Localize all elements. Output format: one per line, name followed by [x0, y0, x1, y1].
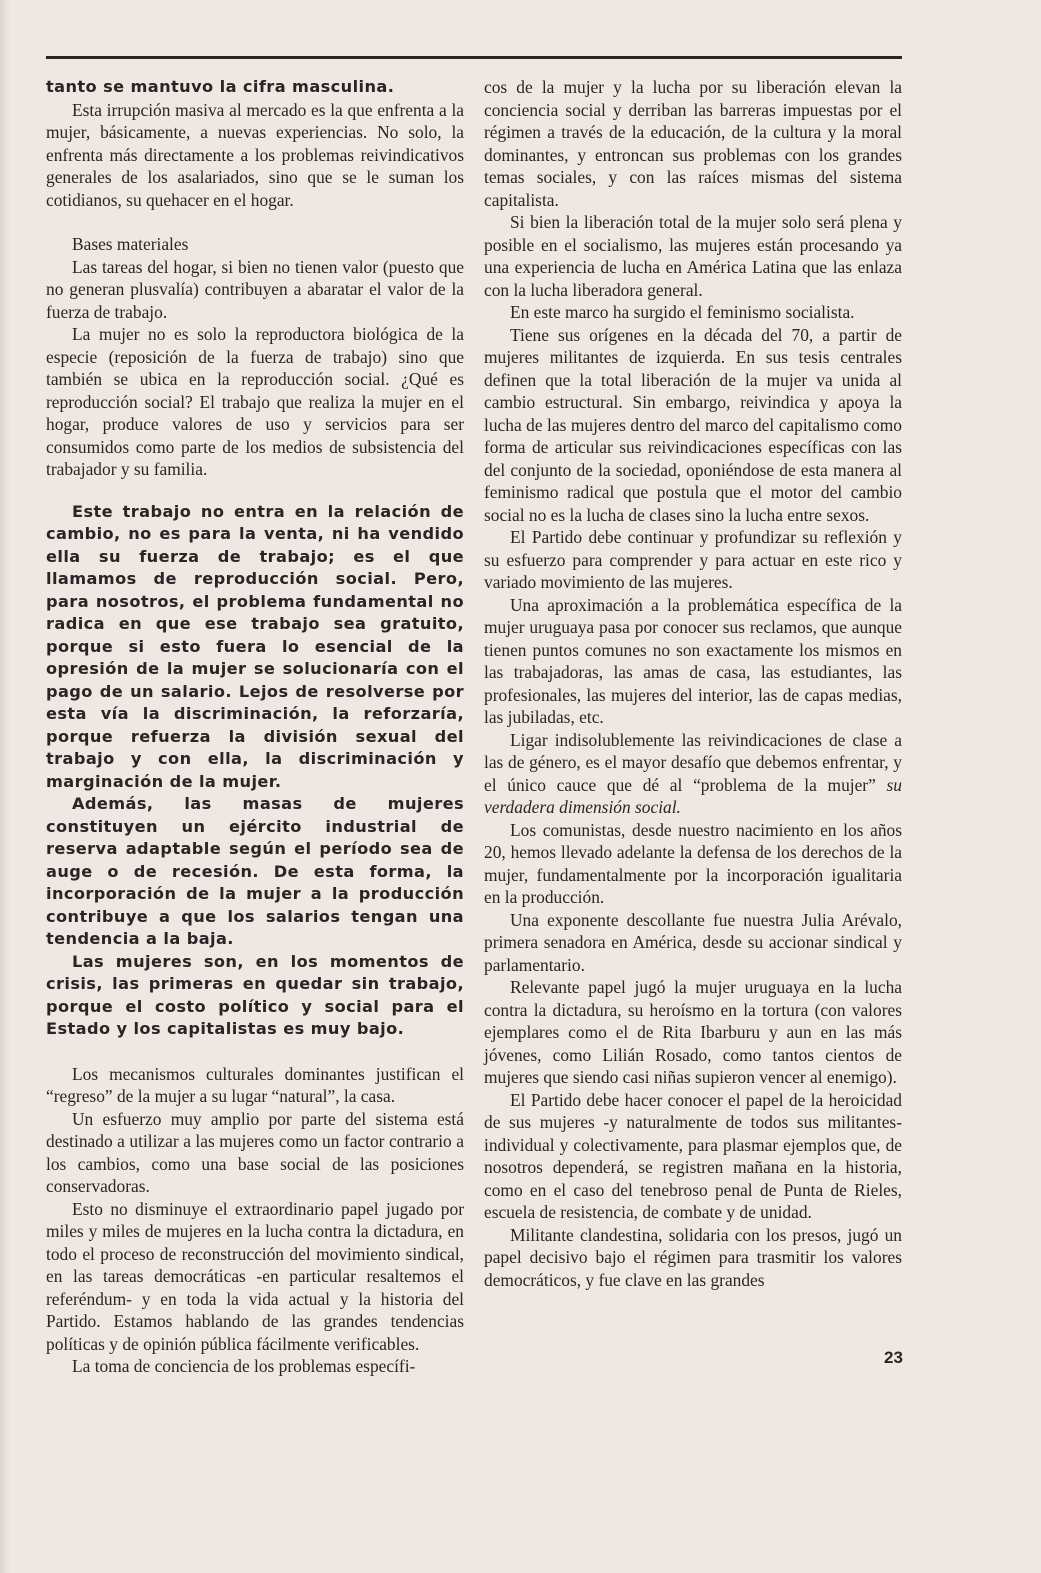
paragraph: Una exponente descollante fue nuestra Julia Arévalo, primera senadora en América, desde su accionar sindical y parlamentario.	[484, 909, 902, 975]
paragraph: Esta irrupción masiva al mercado es la que enfrenta a la mujer, básicamente, a nuevas experiencias. No solo, la enfrenta más directamente a los problemas reivindicativos generales de los asalariados, sino que se le suman los cotidianos, su quehacer en el hogar.	[46, 99, 464, 210]
paragraph: En este marco ha surgido el feminismo socialista.	[510, 302, 855, 322]
highlighted-paragraph: Además, las masas de mujeres constituyen un ejército industrial de reserva adaptable según el período sea de auge o de recesión. De esta forma, la incorporación de la mujer a la producción contribuye a que los salarios tengan una tendencia a la baja.	[46, 794, 464, 948]
section-heading: Bases materiales	[72, 234, 189, 254]
right-column	[484, 76, 902, 1291]
page-binding-edge	[0, 0, 10, 1573]
paragraph: cos de la mujer y la lucha por su liberación elevan la conciencia social y derriban las barreras impuestas por el régimen a través de la educación, de la cultura y la moral dominantes, y entroncan sus problemas con los grandes temas sociales, y con las raíces mismas del sistema capitalista.	[484, 77, 902, 210]
paragraph: El Partido debe hacer conocer el papel de la heroicidad de sus mujeres -y naturalmente de todos sus militantes- individual y colectivamente, para plasmar ejemplos que, de nosotros dependerá, se registren mañana en la historia, como en el caso del tenebroso penal de Punta de Rieles, escuela de resistencia, de combate y de unidad.	[484, 1089, 902, 1222]
paragraph: tanto se mantuvo la cifra masculina.	[46, 77, 395, 96]
paragraph: Relevante papel jugó la mujer uruguaya en la lucha contra la dictadura, su heroísmo en la tortura (con valores ejemplares como el de Rita Ibarburu y aun en las más jóvenes, como Lilián Rosado, como tantos cientos de mujeres que siendo casi niñas supieron vencer al enemigo).	[484, 977, 902, 1087]
page-number: 23	[884, 1348, 903, 1367]
paragraph: La toma de conciencia de los problemas específi-	[72, 1356, 416, 1376]
paragraph: Los mecanismos culturales dominantes justifican el “regreso” de la mujer a su lugar “natural”, la casa.	[46, 1063, 464, 1106]
paragraph: El Partido debe continuar y profundizar su reflexión y su esfuerzo para comprender y para actuar en este rico y variado movimiento de las mujeres.	[484, 527, 902, 592]
paragraph: Si bien la liberación total de la mujer solo será plena y posible en el socialismo, las mujeres están procesando ya una experiencia de lucha en América Latina que las enlaza con la lucha liberadora general.	[484, 212, 902, 300]
paragraph	[484, 729, 902, 819]
paragraph: Las tareas del hogar, si bien no tienen valor (puesto que no generan plusvalía) contribuyen a abaratar el valor de la fuerza de trabajo.	[46, 256, 464, 322]
paragraph: La mujer no es solo la reproductora biológica de la especie (reposición de la fuerza de trabajo) sino que también se ubica en la reproducción social. ¿Qué es reproducción social? El trabajo que realiza la mujer en el hogar, produce valores de uso y servicios para ser consumidos como parte de los medios de subsistencia del trabajador y su familia.	[46, 324, 464, 479]
italic-phrase: su verdadera dimensión social.	[484, 774, 902, 817]
highlighted-paragraph: Este trabajo no entra en la relación de cambio, no es para la venta, ni ha vendido ella su fuerza de trabajo; es el que llamamos de reproducción social. Pero, para nosotros, el problema fundamental no radica en que ese trabajo sea gratuito, porque si esto fuera lo esencial de la opresión de la mujer se solucionaría con el pago de un salario. Lejos de resolverse por esta vía la discriminación, la reforzaría, porque refuerza la división sexual del trabajo y con ella, la discriminación y marginación de la mujer.	[46, 501, 464, 791]
highlighted-paragraph: Las mujeres son, en los momentos de crisis, las primeras en quedar sin trabajo, porque el costo político y social para el Estado y los capitalistas es muy bajo.	[46, 951, 464, 1038]
paragraph: Esto no disminuye el extraordinario papel jugado por miles y miles de mujeres en la lucha contra la dictadura, en todo el proceso de reconstrucción del movimiento sindical, en las tareas democráticas -en particular resaltemos el referéndum- y en toda la vida actual y la historia del Partido. Estamos hablando de las grandes tendencias políticas y de opinión pública fácilmente verificables.	[46, 1198, 464, 1354]
paragraph: Tiene sus orígenes en la década del 70, a partir de mujeres militantes de izquierda. En sus tesis centrales definen que la total liberación de la mujer va unida al cambio estructural. Sin embargo, reivindica y apoya la lucha de las mujeres dentro del marco del capitalismo como forma de articular sus reivindicaciones específicas con las del conjunto de la sociedad, oponiéndose de esta manera al feminismo radical que postula que el motor del cambio social no es la lucha de clases sino la lucha entre sexos.	[484, 324, 902, 525]
paragraph: Una aproximación a la problemática específica de la mujer uruguaya pasa por conocer sus reclamos, que aunque tienen puntos comunes no son exactamente los mismos en las trabajadoras, las amas de casa, las estudiantes, las profesionales, las mujeres del interior, las de capas medias, las jubiladas, etc.	[484, 594, 902, 727]
paragraph: Un esfuerzo muy amplio por parte del sistema está destinado a utilizar a las mujeres como un factor contrario a los cambios, como una base social de las posiciones conservadoras.	[46, 1108, 464, 1196]
paragraph: Los comunistas, desde nuestro nacimiento en los años 20, hemos llevado adelante la defensa de los derechos de la mujer, fundamentalmente por la incorporación igualitaria en la producción.	[484, 819, 902, 907]
top-rule	[46, 56, 902, 59]
left-column	[46, 76, 464, 1378]
paragraph: Militante clandestina, solidaria con los presos, jugó un papel decisivo bajo el régimen para trasmitir los valores democráticos, y fue clave en las grandes	[484, 1224, 902, 1290]
paragraph-text: Ligar indisolublemente las reivindicaciones de clase a las de género, es el mayor desafío que debemos enfrentar, y el único cauce que dé al “problema de la mujer”	[484, 729, 902, 795]
